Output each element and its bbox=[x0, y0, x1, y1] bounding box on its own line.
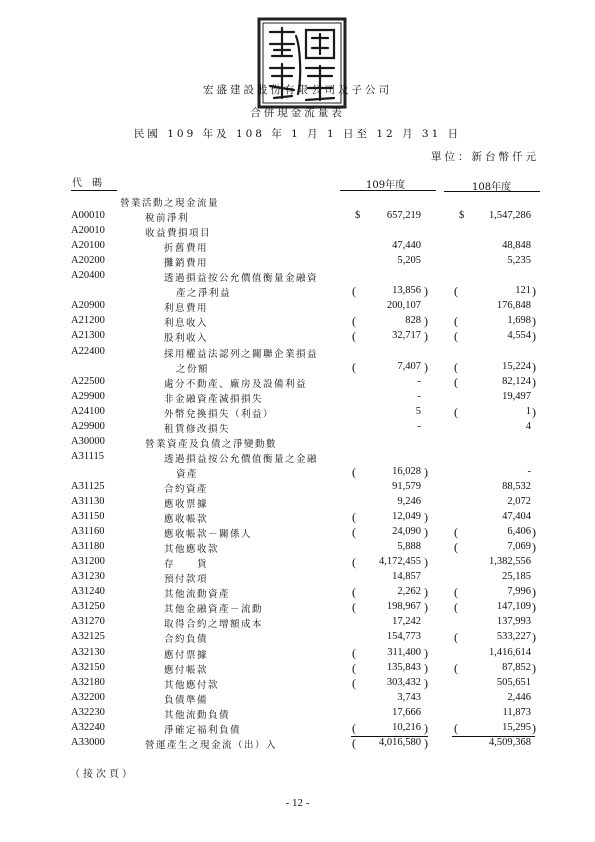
negative-paren-close: ) bbox=[532, 600, 536, 615]
value-108: 11,873 bbox=[502, 706, 531, 718]
value-108: 15,295 bbox=[502, 721, 531, 733]
negative-paren-close: ) bbox=[424, 510, 428, 525]
row-description: 租賃修改損失 bbox=[164, 423, 231, 435]
table-row bbox=[0, 601, 595, 616]
negative-paren-open: ( bbox=[454, 525, 458, 540]
negative-paren-close: ) bbox=[424, 284, 428, 299]
row-description: 收益費損項目 bbox=[145, 228, 212, 240]
negative-paren-open: ( bbox=[454, 374, 458, 389]
row-description: 股利收入 bbox=[164, 333, 209, 345]
negative-paren-open: ( bbox=[352, 675, 356, 690]
value-108: 1,547,286 bbox=[489, 210, 531, 222]
negative-paren-open: ( bbox=[352, 645, 356, 660]
row-description: 合約資產 bbox=[164, 483, 209, 495]
negative-paren-close: ) bbox=[424, 735, 428, 750]
table-row bbox=[0, 526, 595, 541]
value-108: 25,185 bbox=[502, 571, 531, 583]
value-109: 91,579 bbox=[392, 480, 421, 492]
value-108: 19,497 bbox=[502, 390, 531, 402]
row-code: A31200 bbox=[71, 556, 105, 568]
value-109: 24,090 bbox=[392, 526, 421, 538]
negative-paren-close: ) bbox=[424, 660, 428, 675]
table-row bbox=[0, 511, 595, 526]
row-code: A31150 bbox=[71, 511, 105, 523]
row-description: 應付帳款 bbox=[164, 664, 209, 676]
value-108: 2,446 bbox=[507, 691, 531, 703]
value-108: 7,069 bbox=[507, 541, 531, 553]
value-108: 48,848 bbox=[502, 240, 531, 252]
row-description: 應收票據 bbox=[164, 499, 209, 510]
row-code: A20400 bbox=[71, 270, 105, 282]
row-code: A31240 bbox=[71, 586, 105, 598]
row-code: A20900 bbox=[71, 300, 105, 312]
negative-paren-close: ) bbox=[424, 525, 428, 540]
table-row bbox=[0, 346, 595, 361]
value-109: 135,843 bbox=[386, 661, 421, 673]
value-109: 4,016,580 bbox=[379, 736, 421, 748]
value-108: 533,227 bbox=[496, 631, 531, 643]
negative-paren-close: ) bbox=[424, 600, 428, 615]
row-description: 合約負債 bbox=[164, 634, 209, 646]
table-row bbox=[0, 225, 595, 240]
row-description: 存 貨 bbox=[164, 559, 209, 571]
row-code: A31250 bbox=[71, 601, 105, 613]
value-108: 137,993 bbox=[496, 616, 531, 628]
row-code: A32230 bbox=[71, 706, 105, 718]
statement-period: 民國 109 年及 108 年 1 月 1 日至 12 月 31 日 bbox=[133, 128, 462, 140]
row-description: 其他流動負債 bbox=[164, 709, 231, 721]
value-108: 176,848 bbox=[496, 300, 531, 312]
row-code: A32180 bbox=[71, 676, 105, 688]
value-108: 1 bbox=[525, 405, 531, 417]
year-108-column-header: 108年度 bbox=[472, 182, 512, 193]
row-description: 外幣兌換損失（利益） bbox=[164, 408, 275, 420]
value-109: 4,172,455 bbox=[379, 556, 421, 568]
row-description: 其他應收款 bbox=[164, 544, 220, 556]
row-description: 採用權益法認列之關聯企業損益 bbox=[164, 348, 319, 360]
negative-paren-open: ( bbox=[454, 660, 458, 675]
value-109: 200,107 bbox=[386, 300, 421, 312]
row-description: 折舊費用 bbox=[164, 243, 209, 255]
negative-paren-close: ) bbox=[532, 329, 536, 344]
negative-paren-open: ( bbox=[352, 525, 356, 540]
table-row bbox=[0, 315, 595, 330]
table-row bbox=[0, 210, 595, 225]
negative-paren-close: ) bbox=[532, 359, 536, 374]
dollar-sign: $ bbox=[459, 210, 465, 222]
table-row bbox=[0, 376, 595, 391]
row-description: 利息費用 bbox=[164, 303, 209, 315]
negative-paren-close: ) bbox=[532, 585, 536, 600]
row-code: A20200 bbox=[71, 255, 105, 267]
table-row bbox=[0, 541, 595, 556]
value-108: 15,224 bbox=[502, 360, 531, 372]
negative-paren-close: ) bbox=[424, 720, 428, 735]
negative-paren-open: ( bbox=[454, 585, 458, 600]
row-code: A32130 bbox=[71, 646, 105, 658]
negative-paren-open: ( bbox=[352, 720, 356, 735]
value-108: 1,698 bbox=[507, 315, 531, 327]
negative-paren-open: ( bbox=[352, 600, 356, 615]
value-109: 828 bbox=[405, 315, 421, 327]
table-row bbox=[0, 662, 595, 677]
row-code: A31115 bbox=[71, 450, 105, 462]
table-row bbox=[0, 195, 595, 210]
value-109: 13,856 bbox=[392, 285, 421, 297]
row-code: A21200 bbox=[71, 315, 105, 327]
table-row bbox=[0, 466, 595, 481]
row-description: 其他流動資產 bbox=[164, 589, 231, 601]
row-code: A29900 bbox=[71, 390, 105, 402]
negative-paren-open: ( bbox=[352, 314, 356, 329]
table-row bbox=[0, 300, 595, 315]
value-109: 657,219 bbox=[386, 210, 421, 222]
row-code: A31230 bbox=[71, 571, 105, 583]
table-row bbox=[0, 616, 595, 631]
page-number: - 12 - bbox=[285, 797, 310, 809]
value-109: 5,888 bbox=[397, 541, 421, 553]
value-109: 47,440 bbox=[392, 240, 421, 252]
value-109: 311,400 bbox=[387, 646, 421, 658]
negative-paren-close: ) bbox=[424, 645, 428, 660]
row-description: 營業活動之現金流量 bbox=[120, 198, 220, 209]
negative-paren-open: ( bbox=[352, 359, 356, 374]
negative-paren-open: ( bbox=[454, 314, 458, 329]
negative-paren-open: ( bbox=[454, 720, 458, 735]
negative-paren-open: ( bbox=[352, 329, 356, 344]
row-code: A29900 bbox=[71, 420, 105, 432]
value-109: 14,857 bbox=[392, 571, 421, 583]
row-code: A31130 bbox=[71, 496, 105, 507]
table-row bbox=[0, 270, 595, 285]
row-description: 應收帳款 bbox=[164, 514, 209, 526]
negative-paren-open: ( bbox=[352, 555, 356, 570]
value-109: - bbox=[417, 390, 421, 402]
table-row bbox=[0, 481, 595, 496]
value-109: 3,743 bbox=[397, 691, 421, 703]
value-108: 4 bbox=[525, 420, 531, 432]
value-109: 2,262 bbox=[397, 586, 421, 598]
row-description: 透過損益按公允價值衡量之金融 bbox=[164, 453, 319, 465]
table-row bbox=[0, 406, 595, 421]
table-row bbox=[0, 556, 595, 571]
negative-paren-open: ( bbox=[454, 600, 458, 615]
row-description: 負債準備 bbox=[164, 694, 209, 706]
value-109: 9,246 bbox=[397, 496, 421, 507]
value-108: 505,651 bbox=[496, 676, 531, 688]
row-description: 處分不動產、廠房及設備利益 bbox=[164, 378, 308, 390]
continued-note: （接次頁） bbox=[70, 769, 135, 780]
code-header-rule bbox=[71, 190, 117, 191]
row-code: A22400 bbox=[71, 345, 105, 357]
table-row bbox=[0, 677, 595, 692]
value-109: 10,216 bbox=[392, 721, 421, 733]
year-109-column-header: 109年度 bbox=[366, 180, 406, 191]
negative-paren-close: ) bbox=[532, 720, 536, 735]
negative-paren-close: ) bbox=[532, 660, 536, 675]
row-code: A22500 bbox=[71, 375, 105, 387]
value-109: 32,717 bbox=[392, 330, 421, 342]
value-109: 5 bbox=[415, 405, 421, 417]
year-108-header-rule bbox=[444, 191, 540, 192]
table-row bbox=[0, 737, 595, 752]
value-108: 4,554 bbox=[507, 330, 531, 342]
value-108: 7,996 bbox=[507, 586, 531, 598]
value-109: 17,242 bbox=[392, 616, 421, 628]
row-description: 應付票據 bbox=[164, 649, 209, 661]
table-row bbox=[0, 722, 595, 737]
negative-paren-close: ) bbox=[532, 540, 536, 555]
value-109: 303,432 bbox=[386, 676, 421, 688]
table-row bbox=[0, 421, 595, 436]
negative-paren-close: ) bbox=[424, 675, 428, 690]
negative-paren-close: ) bbox=[424, 555, 428, 570]
value-109: 5,205 bbox=[397, 255, 421, 267]
row-description: 利息收入 bbox=[164, 318, 209, 330]
value-108: 1,382,556 bbox=[489, 556, 531, 568]
row-description: 攤銷費用 bbox=[164, 258, 209, 270]
negative-paren-close: ) bbox=[424, 359, 428, 374]
table-row bbox=[0, 361, 595, 376]
year-109-header-rule bbox=[340, 190, 436, 191]
negative-paren-close: ) bbox=[532, 314, 536, 329]
row-description: 非金融資產減損損失 bbox=[164, 393, 264, 405]
row-description: 預付款項 bbox=[164, 574, 209, 586]
negative-paren-open: ( bbox=[352, 510, 356, 525]
negative-paren-open: ( bbox=[454, 359, 458, 374]
row-description: 資產 bbox=[176, 468, 199, 480]
value-109: 198,967 bbox=[386, 601, 421, 613]
row-code: A20010 bbox=[71, 225, 105, 237]
row-code: A32240 bbox=[71, 721, 105, 733]
negative-paren-open: ( bbox=[352, 585, 356, 600]
negative-paren-close: ) bbox=[532, 525, 536, 540]
negative-paren-close: ) bbox=[532, 404, 536, 419]
row-description: 營運產生之現金流（出）入 bbox=[145, 739, 278, 751]
row-code: A32200 bbox=[71, 691, 105, 703]
table-row bbox=[0, 647, 595, 662]
row-code: A32150 bbox=[71, 661, 105, 673]
table-row bbox=[0, 240, 595, 255]
code-column-header: 代 碼 bbox=[72, 178, 102, 189]
row-code: A32125 bbox=[71, 631, 105, 643]
negative-paren-open: ( bbox=[454, 540, 458, 555]
value-109: 16,028 bbox=[392, 465, 421, 477]
value-108: 6,406 bbox=[507, 526, 531, 538]
row-code: A30000 bbox=[71, 435, 105, 447]
value-108: 1,416,614 bbox=[489, 646, 531, 658]
negative-paren-open: ( bbox=[454, 404, 458, 419]
negative-paren-open: ( bbox=[352, 284, 356, 299]
negative-paren-close: ) bbox=[424, 314, 428, 329]
row-code: A21300 bbox=[71, 330, 105, 342]
negative-paren-open: ( bbox=[454, 329, 458, 344]
table-row bbox=[0, 255, 595, 270]
value-108: 121 bbox=[515, 285, 531, 297]
value-109: 154,773 bbox=[386, 631, 421, 643]
negative-paren-close: ) bbox=[424, 329, 428, 344]
row-description: 其他金融資產－流動 bbox=[164, 604, 264, 616]
row-description: 稅前淨利 bbox=[145, 213, 190, 225]
row-description: 取得合約之增額成本 bbox=[164, 619, 264, 631]
negative-paren-close: ) bbox=[532, 374, 536, 389]
row-description: 其他應付款 bbox=[164, 679, 220, 691]
table-row bbox=[0, 692, 595, 707]
statement-title: 合併現金流量表 bbox=[250, 107, 345, 119]
value-108: 82,124 bbox=[502, 375, 531, 387]
value-109: 17,666 bbox=[392, 706, 421, 718]
row-code: A20100 bbox=[71, 240, 105, 252]
negative-paren-open: ( bbox=[454, 630, 458, 645]
value-108: 87,852 bbox=[502, 661, 531, 673]
table-row bbox=[0, 451, 595, 466]
negative-paren-close: ) bbox=[532, 630, 536, 645]
value-108: 147,109 bbox=[496, 601, 531, 613]
row-code: A24100 bbox=[71, 405, 105, 417]
value-109: 7,407 bbox=[397, 360, 421, 372]
value-108: 4,509,368 bbox=[489, 736, 531, 748]
row-description: 淨確定福利負債 bbox=[164, 724, 242, 736]
table-row bbox=[0, 586, 595, 601]
value-109: - bbox=[417, 375, 421, 387]
row-description: 產之淨利益 bbox=[176, 288, 232, 300]
table-row bbox=[0, 285, 595, 300]
table-row bbox=[0, 707, 595, 722]
negative-paren-open: ( bbox=[352, 660, 356, 675]
row-code: A31270 bbox=[71, 616, 105, 628]
row-code: A31125 bbox=[71, 480, 105, 492]
value-109: 12,049 bbox=[392, 511, 421, 523]
value-108: 88,532 bbox=[502, 480, 531, 492]
dollar-sign: $ bbox=[355, 210, 361, 222]
value-109: - bbox=[417, 420, 421, 432]
row-code: A33000 bbox=[71, 736, 105, 748]
value-108: 47,404 bbox=[502, 511, 531, 523]
table-row bbox=[0, 631, 595, 646]
negative-paren-close: ) bbox=[532, 284, 536, 299]
row-code: A31180 bbox=[71, 541, 105, 553]
table-row bbox=[0, 496, 595, 511]
negative-paren-open: ( bbox=[352, 464, 356, 479]
table-row bbox=[0, 391, 595, 406]
negative-paren-close: ) bbox=[424, 464, 428, 479]
table-row bbox=[0, 330, 595, 345]
company-name: 宏盛建設股份有限公司及子公司 bbox=[203, 84, 392, 96]
value-108: - bbox=[527, 465, 531, 477]
negative-paren-open: ( bbox=[454, 284, 458, 299]
table-row bbox=[0, 571, 595, 586]
value-108: 2,072 bbox=[507, 496, 531, 507]
row-description: 營業資產及負債之淨變動數 bbox=[145, 438, 278, 450]
negative-paren-close: ) bbox=[424, 585, 428, 600]
negative-paren-open: ( bbox=[352, 735, 356, 750]
row-description: 之份額 bbox=[176, 363, 210, 375]
value-108: 5,235 bbox=[507, 255, 531, 267]
row-description: 應收帳款－關係人 bbox=[164, 529, 253, 541]
row-description: 透過損益按公允價值衡量金融資 bbox=[164, 273, 319, 285]
table-row bbox=[0, 436, 595, 451]
row-code: A00010 bbox=[71, 210, 105, 222]
currency-unit: 單位：新台幣仟元 bbox=[431, 151, 539, 163]
row-code: A31160 bbox=[71, 526, 105, 538]
